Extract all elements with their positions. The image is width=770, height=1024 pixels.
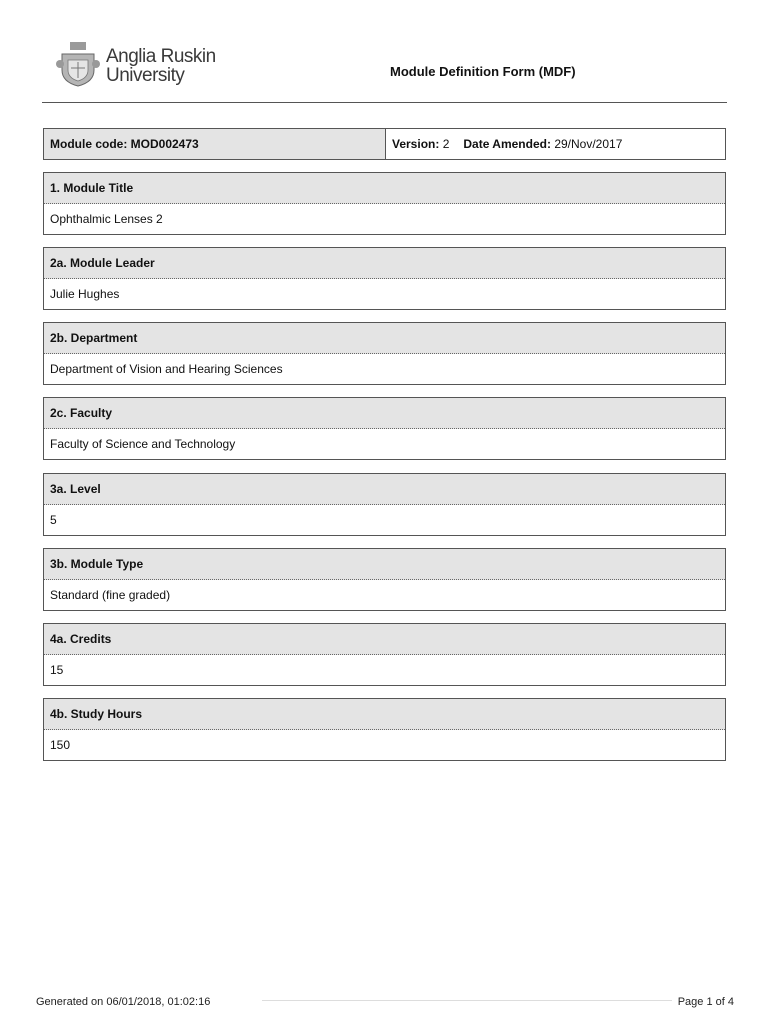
version-value: 2: [442, 137, 450, 151]
section-heading: 3a. Level: [44, 474, 725, 505]
module-code-box: [43, 128, 726, 160]
logo-text-line2: University: [106, 65, 185, 86]
footer-divider: [262, 1000, 672, 1001]
page-number: Page 1 of 4: [677, 996, 734, 1008]
section-level: [43, 473, 726, 536]
section-module-type: [43, 548, 726, 611]
section-faculty: [43, 397, 726, 460]
section-module-leader: [43, 247, 726, 310]
section-value: Ophthalmic Lenses 2: [50, 212, 163, 226]
section-value: Faculty of Science and Technology: [50, 437, 236, 451]
module-code: Module code: MOD002473: [44, 129, 386, 159]
university-logo: [56, 40, 236, 90]
section-heading: 4b. Study Hours: [44, 699, 725, 730]
section-module-title: [43, 172, 726, 235]
section-study-hours: [43, 698, 726, 761]
section-value: 5: [50, 513, 57, 527]
section-heading: 3b. Module Type: [44, 549, 725, 580]
section-heading: 2a. Module Leader: [44, 248, 725, 279]
section-value: 150: [50, 738, 71, 752]
form-title: Module Definition Form (MDF): [390, 64, 576, 79]
section-department: [43, 322, 726, 385]
crest-icon: [56, 40, 100, 88]
generated-timestamp: Generated on 06/01/2018, 01:02:16: [36, 996, 211, 1008]
logo-text-line1: Anglia Ruskin: [106, 46, 216, 67]
section-heading: 1. Module Title: [44, 173, 725, 204]
section-value: Standard (fine graded): [50, 588, 171, 602]
section-value: 15: [50, 663, 64, 677]
section-value: Julie Hughes: [50, 287, 120, 301]
header-divider: [42, 102, 727, 103]
date-amended-value: 29/Nov/2017: [554, 137, 623, 151]
section-value: Department of Vision and Hearing Sciences: [50, 362, 283, 376]
section-heading: 2c. Faculty: [44, 398, 725, 429]
version-label: Version:: [392, 137, 440, 151]
section-credits: [43, 623, 726, 686]
date-amended-label: Date Amended:: [463, 137, 551, 151]
section-heading: 2b. Department: [44, 323, 725, 354]
section-heading: 4a. Credits: [44, 624, 725, 655]
version-info: [386, 129, 725, 159]
